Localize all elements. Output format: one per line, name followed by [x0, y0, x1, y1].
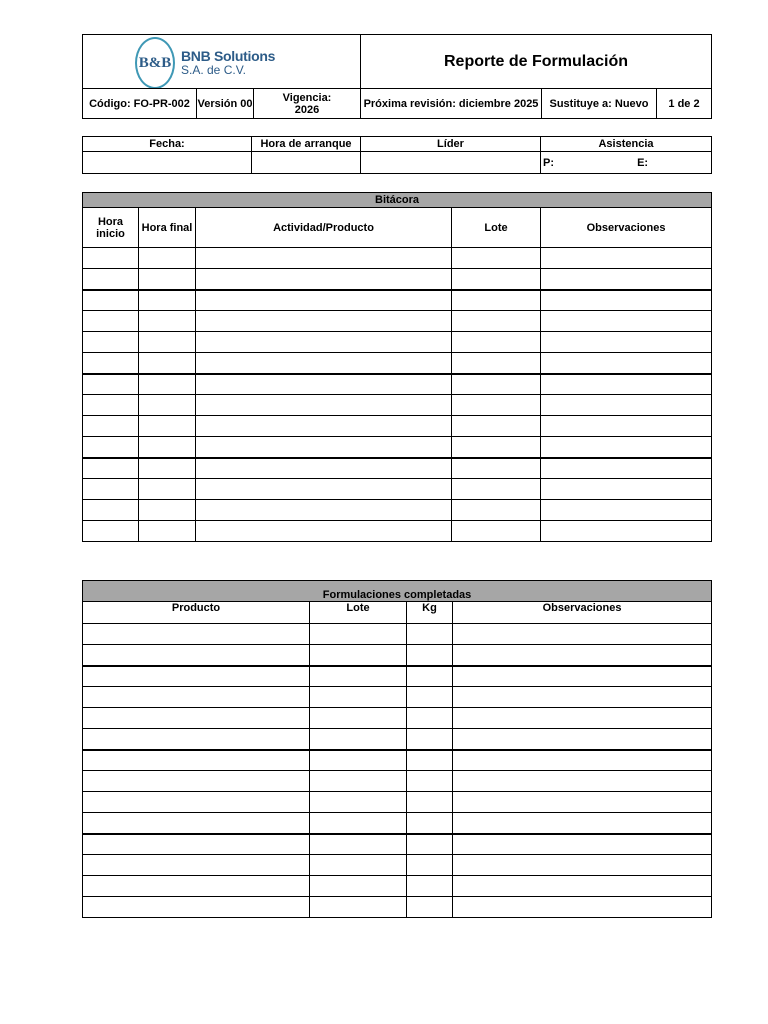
log-cell[interactable] — [196, 416, 452, 437]
formulation-row — [83, 834, 712, 855]
formulation-cell[interactable] — [453, 855, 712, 876]
formulation-cell[interactable] — [453, 792, 712, 813]
formulation-cell[interactable] — [453, 834, 712, 855]
date-field[interactable] — [83, 152, 252, 174]
log-cell[interactable] — [83, 353, 139, 374]
log-cell[interactable] — [452, 437, 541, 458]
log-cell[interactable] — [196, 311, 452, 332]
log-row — [83, 311, 712, 332]
formulation-cell[interactable] — [453, 876, 712, 897]
formulation-cell[interactable] — [407, 687, 453, 708]
log-cell[interactable] — [83, 374, 139, 395]
log-table — [82, 192, 712, 542]
col-start-time: Hora inicio — [83, 208, 139, 248]
log-row — [83, 395, 712, 416]
log-row — [83, 248, 712, 269]
document-version: Versión 00 — [197, 89, 254, 119]
formulation-cell[interactable] — [310, 624, 407, 645]
formulation-cell[interactable] — [407, 624, 453, 645]
col-observations: Observaciones — [453, 602, 712, 624]
log-title: Bitácora — [83, 193, 712, 208]
log-cell[interactable] — [196, 437, 452, 458]
formulation-cell[interactable] — [407, 855, 453, 876]
formulation-cell[interactable] — [453, 771, 712, 792]
formulation-cell[interactable] — [407, 645, 453, 666]
col-batch: Lote — [452, 208, 541, 248]
formulation-cell[interactable] — [407, 876, 453, 897]
formulation-cell[interactable] — [310, 729, 407, 750]
formulation-cell[interactable] — [83, 624, 310, 645]
log-cell[interactable] — [83, 521, 139, 542]
log-cell[interactable] — [196, 479, 452, 500]
log-cell[interactable] — [139, 353, 196, 374]
formulation-cell[interactable] — [83, 876, 310, 897]
attendance-label: Asistencia — [541, 137, 712, 152]
present-label: P: — [543, 156, 554, 169]
formulation-cell[interactable] — [310, 876, 407, 897]
formulation-cell[interactable] — [310, 645, 407, 666]
page-number: 1 de 2 — [657, 89, 712, 119]
formulation-cell[interactable] — [83, 792, 310, 813]
formulation-cell[interactable] — [83, 729, 310, 750]
document-title: Reporte de Formulación — [361, 35, 712, 89]
formulation-cell[interactable] — [407, 771, 453, 792]
log-cell[interactable] — [541, 353, 712, 374]
attendance-field[interactable] — [541, 152, 712, 174]
log-cell[interactable] — [139, 521, 196, 542]
completed-formulations-table — [82, 580, 712, 918]
log-cell[interactable] — [83, 332, 139, 353]
log-cell[interactable] — [139, 311, 196, 332]
formulation-cell[interactable] — [453, 624, 712, 645]
log-cell[interactable] — [452, 269, 541, 290]
log-cell[interactable] — [83, 269, 139, 290]
formulation-row — [83, 813, 712, 834]
log-cell[interactable] — [83, 248, 139, 269]
company-name: BNB Solutions — [181, 47, 276, 64]
date-label: Fecha: — [83, 137, 252, 152]
log-cell[interactable] — [196, 374, 452, 395]
formulation-row — [83, 729, 712, 750]
log-cell[interactable] — [541, 248, 712, 269]
log-cell[interactable] — [83, 500, 139, 521]
formulation-cell[interactable] — [310, 834, 407, 855]
log-cell[interactable] — [139, 479, 196, 500]
log-cell[interactable] — [452, 290, 541, 311]
log-cell[interactable] — [139, 248, 196, 269]
log-cell[interactable] — [541, 416, 712, 437]
formulation-cell[interactable] — [407, 708, 453, 729]
document-validity — [254, 89, 361, 119]
formulation-row — [83, 771, 712, 792]
formulation-cell[interactable] — [453, 708, 712, 729]
log-cell[interactable] — [83, 290, 139, 311]
log-cell[interactable] — [196, 353, 452, 374]
formulation-cell[interactable] — [453, 813, 712, 834]
log-cell[interactable] — [83, 416, 139, 437]
log-cell[interactable] — [541, 269, 712, 290]
logo-mark-icon: B&B — [135, 37, 175, 89]
validity-year: 2026 — [294, 103, 320, 116]
formulations-title: Formulaciones completadas — [83, 581, 712, 602]
log-row — [83, 479, 712, 500]
log-cell[interactable] — [452, 374, 541, 395]
log-cell[interactable] — [196, 500, 452, 521]
start-time-label: Hora de arranque — [252, 137, 361, 152]
log-row — [83, 437, 712, 458]
formulation-cell[interactable] — [407, 834, 453, 855]
formulation-cell[interactable] — [407, 729, 453, 750]
log-cell[interactable] — [452, 395, 541, 416]
formulation-cell[interactable] — [83, 750, 310, 771]
col-end-time: Hora final — [139, 208, 196, 248]
log-cell[interactable] — [196, 395, 452, 416]
formulation-cell[interactable] — [83, 708, 310, 729]
log-cell[interactable] — [139, 374, 196, 395]
formulation-row — [83, 666, 712, 687]
log-cell[interactable] — [452, 332, 541, 353]
log-cell[interactable] — [83, 395, 139, 416]
formulation-cell[interactable] — [407, 792, 453, 813]
log-cell[interactable] — [196, 458, 452, 479]
formulation-cell[interactable] — [83, 897, 310, 918]
log-cell[interactable] — [139, 332, 196, 353]
log-row — [83, 500, 712, 521]
formulation-cell[interactable] — [83, 645, 310, 666]
log-row — [83, 458, 712, 479]
info-table — [82, 136, 712, 174]
formulation-cell[interactable] — [407, 666, 453, 687]
col-product: Producto — [83, 602, 310, 624]
log-cell[interactable] — [139, 269, 196, 290]
formulation-cell[interactable] — [407, 813, 453, 834]
log-cell[interactable] — [196, 290, 452, 311]
formulation-cell[interactable] — [310, 855, 407, 876]
formulation-row — [83, 897, 712, 918]
log-row — [83, 353, 712, 374]
log-cell[interactable] — [452, 248, 541, 269]
log-cell[interactable] — [139, 395, 196, 416]
leader-label: Líder — [361, 137, 541, 152]
formulation-row — [83, 708, 712, 729]
formulation-row — [83, 855, 712, 876]
validity-label: Vigencia: — [282, 91, 332, 104]
formulation-cell[interactable] — [453, 687, 712, 708]
log-cell[interactable] — [541, 437, 712, 458]
log-cell[interactable] — [541, 395, 712, 416]
log-cell[interactable] — [196, 248, 452, 269]
formulation-cell[interactable] — [310, 771, 407, 792]
log-cell[interactable] — [452, 416, 541, 437]
log-cell[interactable] — [139, 290, 196, 311]
formulation-row — [83, 750, 712, 771]
log-cell[interactable] — [196, 269, 452, 290]
log-cell[interactable] — [541, 290, 712, 311]
log-row — [83, 374, 712, 395]
formulation-cell[interactable] — [83, 855, 310, 876]
log-cell[interactable] — [83, 479, 139, 500]
log-cell[interactable] — [541, 500, 712, 521]
leader-field[interactable] — [361, 152, 541, 174]
formulation-cell[interactable] — [453, 645, 712, 666]
formulation-cell[interactable] — [83, 813, 310, 834]
log-cell[interactable] — [541, 332, 712, 353]
logo-cell — [83, 35, 361, 89]
formulation-cell[interactable] — [310, 708, 407, 729]
formulation-cell[interactable] — [83, 771, 310, 792]
log-cell[interactable] — [452, 500, 541, 521]
company-logo — [135, 37, 275, 89]
log-cell[interactable] — [541, 374, 712, 395]
log-cell[interactable] — [83, 437, 139, 458]
col-observations: Observaciones — [541, 208, 712, 248]
company-suffix: S.A. de C.V. — [181, 63, 246, 78]
log-row — [83, 416, 712, 437]
log-cell[interactable] — [196, 332, 452, 353]
formulation-cell[interactable] — [83, 666, 310, 687]
formulation-cell[interactable] — [453, 750, 712, 771]
log-cell[interactable] — [139, 458, 196, 479]
formulation-cell[interactable] — [453, 897, 712, 918]
excused-label: E: — [637, 156, 649, 169]
header-table — [82, 34, 712, 119]
start-time-field[interactable] — [252, 152, 361, 174]
log-row — [83, 332, 712, 353]
log-row — [83, 269, 712, 290]
formulation-row — [83, 624, 712, 645]
formulation-row — [83, 792, 712, 813]
formulation-row — [83, 876, 712, 897]
log-cell[interactable] — [541, 479, 712, 500]
log-cell[interactable] — [452, 311, 541, 332]
formulation-cell[interactable] — [310, 897, 407, 918]
log-cell[interactable] — [452, 521, 541, 542]
col-activity: Actividad/Producto — [196, 208, 452, 248]
log-cell[interactable] — [196, 521, 452, 542]
document-code: Código: FO-PR-002 — [83, 89, 197, 119]
log-cell[interactable] — [452, 353, 541, 374]
formulation-row — [83, 645, 712, 666]
log-cell[interactable] — [83, 311, 139, 332]
log-row — [83, 290, 712, 311]
log-cell[interactable] — [452, 458, 541, 479]
formulation-cell[interactable] — [83, 834, 310, 855]
log-cell[interactable] — [139, 437, 196, 458]
log-cell[interactable] — [541, 458, 712, 479]
formulation-cell[interactable] — [453, 729, 712, 750]
formulation-cell[interactable] — [453, 666, 712, 687]
col-kg: Kg — [407, 602, 453, 624]
log-cell[interactable] — [541, 521, 712, 542]
log-row — [83, 521, 712, 542]
formulation-cell[interactable] — [310, 666, 407, 687]
log-cell[interactable] — [452, 479, 541, 500]
formulation-cell[interactable] — [310, 687, 407, 708]
formulation-cell[interactable] — [310, 792, 407, 813]
log-cell[interactable] — [139, 416, 196, 437]
formulation-cell[interactable] — [310, 750, 407, 771]
formulation-cell[interactable] — [407, 897, 453, 918]
log-cell[interactable] — [83, 458, 139, 479]
formulation-row — [83, 687, 712, 708]
next-revision: Próxima revisión: diciembre 2025 — [361, 89, 542, 119]
formulation-cell[interactable] — [407, 750, 453, 771]
formulation-cell[interactable] — [310, 813, 407, 834]
replaces: Sustituye a: Nuevo — [542, 89, 657, 119]
log-cell[interactable] — [139, 500, 196, 521]
col-batch: Lote — [310, 602, 407, 624]
log-cell[interactable] — [541, 311, 712, 332]
formulation-cell[interactable] — [83, 687, 310, 708]
